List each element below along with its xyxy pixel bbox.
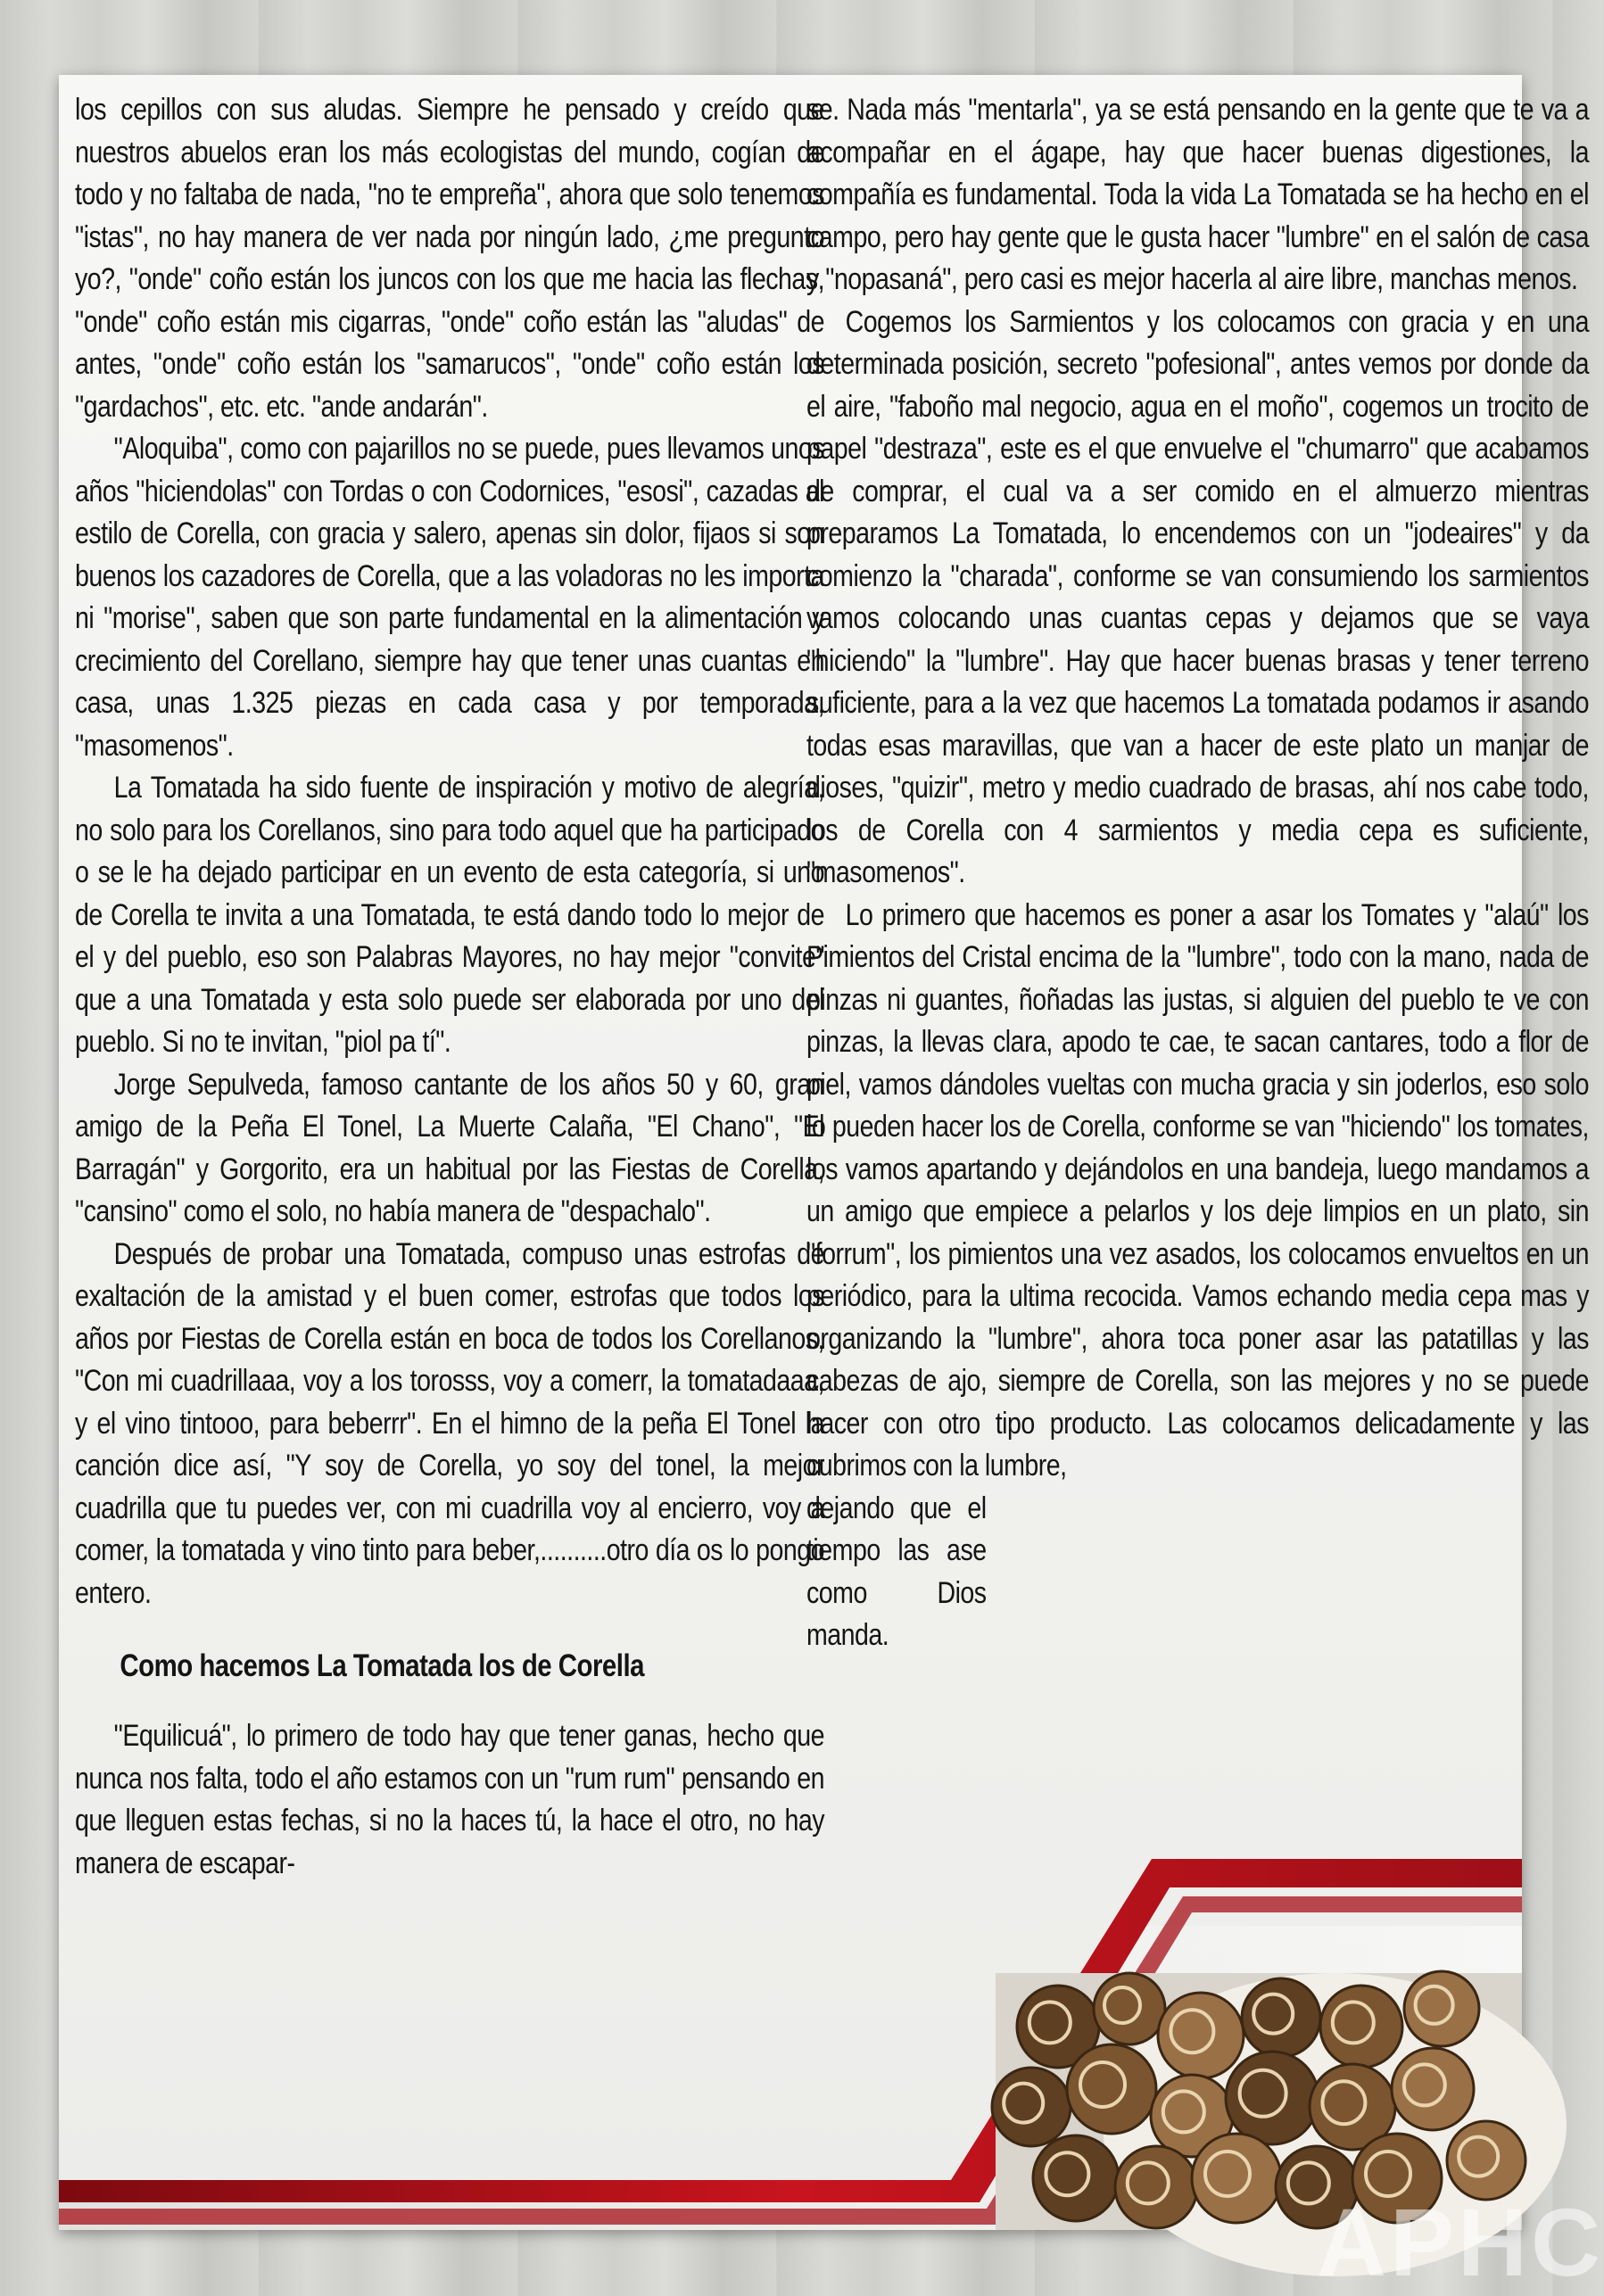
paragraph-8: Cogemos los Sarmientos y los colocamos con gracia y en una determinada posición, secreto "pofesional", antes vemos por donde da el aire, "faboño mal negocio, agua en el moño", cogemos un trocito de papel "destraza", este es el que envuelve el "chumarro" que acabamos de comprar, el cual va a ser comido en el almuerzo mientras preparamos La Tomatada, lo encendemos con un "jodeaires" y da comienzo la "charada", conforme se van consumiendo los sarmientos vamos colocando unas cuantas cepas y dejamos que se vaya "hiciendo" la "lumbre". Hay que hacer buenas brasas y tener terreno suficiente, para a la vez que hacemos La tomatada podamos ir asando todas esas maravillas, que van a hacer de este plato un manjar de dioses, "quizir", metro y medio cuadrado de brasas, ahí nos cabe todo, los de Corella con 4 sarmientos y media cepa es suficiente, "masomenos". — [806, 304, 1589, 889]
paragraph-3: La Tomatada ha sido fuente de inspiración y motivo de alegría, no solo para los Corellanos, sino para todo aquel que ha participado o se le ha dejado participar en un evento de esta categoría, si uno de Corella te invita a una Tomatada, te está dando todo lo mejor de el y del pueblo, eso son Palabras Mayores, no hay mejor "convite" que a una Tomatada y esta solo puede ser elaborada por uno del pueblo. Si no te invitan, "piol pa tí". — [75, 771, 825, 1059]
aphc-watermark: APHC — [1317, 2188, 1604, 2296]
paragraph-9: Lo primero que hacemos es poner a asar los Tomates y "alaú" los Pimientos del Cristal encima de la "lumbre", todo con la mano, nada de pinzas ni guantes, ñoñadas las justas, si alguien del pueblo te ve con pinzas, la llevas clara, apodo te cae, te sacan cantares, todo a flor de piel, vamos dándoles vueltas con mucha gracia y sin joderlos, eso solo lo pueden hacer los de Corella, conforme se van "hiciendo" los tomates, los vamos apartando y dejándolos en una bandeja, luego mandamos a un amigo que empiece a pelarlos y los deje limpios en un plato, sin "forrum", los pimientos una vez asados, los colocamos envueltos en un periódico, para la ultima recocida. Vamos echando media cepa mas y organizando la "lumbre", ahora toca poner asar las patatillas y las cabezas de ajo, siempre de Corella, son las mejores y no se puede hacer con otro tipo producto. Las colocamos delicadamente y las cubrimos con la lumbre, — [806, 897, 1589, 1482]
paragraph-1: los cepillos con sus aludas. Siempre he pensado y creído que nuestros abuelos eran los más ecologistas del mundo, cogían de todo y no faltaba de nada, "no te empreña", ahora que solo tenemos "istas", no hay manera de ver nada por ningún lado, ¿me pregunto yo?, "onde" coño están los juncos con los que me hacia las flechas, "onde" coño están mis cigarras, "onde" coño están las "aludas" de antes, "onde" coño están los "samarucos", "onde" coño están los "gardachos", etc. etc. "ande andarán". — [75, 93, 824, 424]
left-column — [75, 89, 824, 1885]
paragraph-4: Jorge Sepulveda, famoso cantante de los años 50 y 60, gran amigo de la Peña El Tonel, La Muerte Calaña, "El Chano", "El Barragán" y Gorgorito, era un habitual por las Fiestas de Corella, "cansino" como el solo, no había manera de "despachalo". — [75, 1067, 825, 1228]
paragraph-9-tail: dejando que el tiempo las ase como Dios manda. — [806, 1491, 987, 1652]
right-column — [806, 89, 1589, 1657]
paragraph-7: se. Nada más "mentarla", ya se está pensando en la gente que te va a acompañar en el ágape, hay que hacer buenas digestiones, la compañía es fundamental. Toda la vida La Tomatada se ha hecho en el campo, pero hay gente que le gusta hacer "lumbre" en el salón de casa y "nopasaná", pero casi es mejor hacerla al aire libre, manchas menos. — [806, 93, 1589, 296]
paragraph-2: "Aloquiba", como con pajarillos no se puede, pues llevamos unos años "hiciendolas" con Tordas o con Codornices, "esosi", cazadas al estilo de Corella, con gracia y salero, apenas sin dolor, fijaos si son buenos los cazadores de Corella, que a las voladoras no les importa ni "morise", saben que son parte fundamental en la alimentación y crecimiento del Corellano, siempre hay que tener unas cuantas en casa, unas 1.325 piezas en cada casa y por temporada, "masomenos". — [75, 432, 825, 763]
magazine-page — [59, 75, 1604, 2296]
section-heading: Como hacemos La Tomatada los de Corella — [120, 1648, 644, 1683]
paragraph-5: Después de probar una Tomatada, compuso unas estrofas de exaltación de la amistad y el buen comer, estrofas que todos los años por Fiestas de Corella están en boca de todos los Corellanos, "Con mi cuadrillaaa, voy a los torosss, voy a comerr, la tomatadaaa, y el vino tintooo, para beberrr". En el himno de la peña El Tonel la canción dice así, "Y soy de Corella, yo soy del tonel, la mejor cuadrilla que tu puedes ver, con mi cuadrilla voy al encierro, voy a comer, la tomatada y vino tinto para beber,..........otro día os lo pongo entero. — [75, 1236, 825, 1610]
paragraph-6: "Equilicuá", lo primero de todo hay que tener ganas, hecho que nunca nos falta, todo el año estamos con un "rum rum" pensando en que lleguen estas fechas, si no la haces tú, la hace el otro, no hay manera de escapar- — [75, 1719, 825, 1880]
